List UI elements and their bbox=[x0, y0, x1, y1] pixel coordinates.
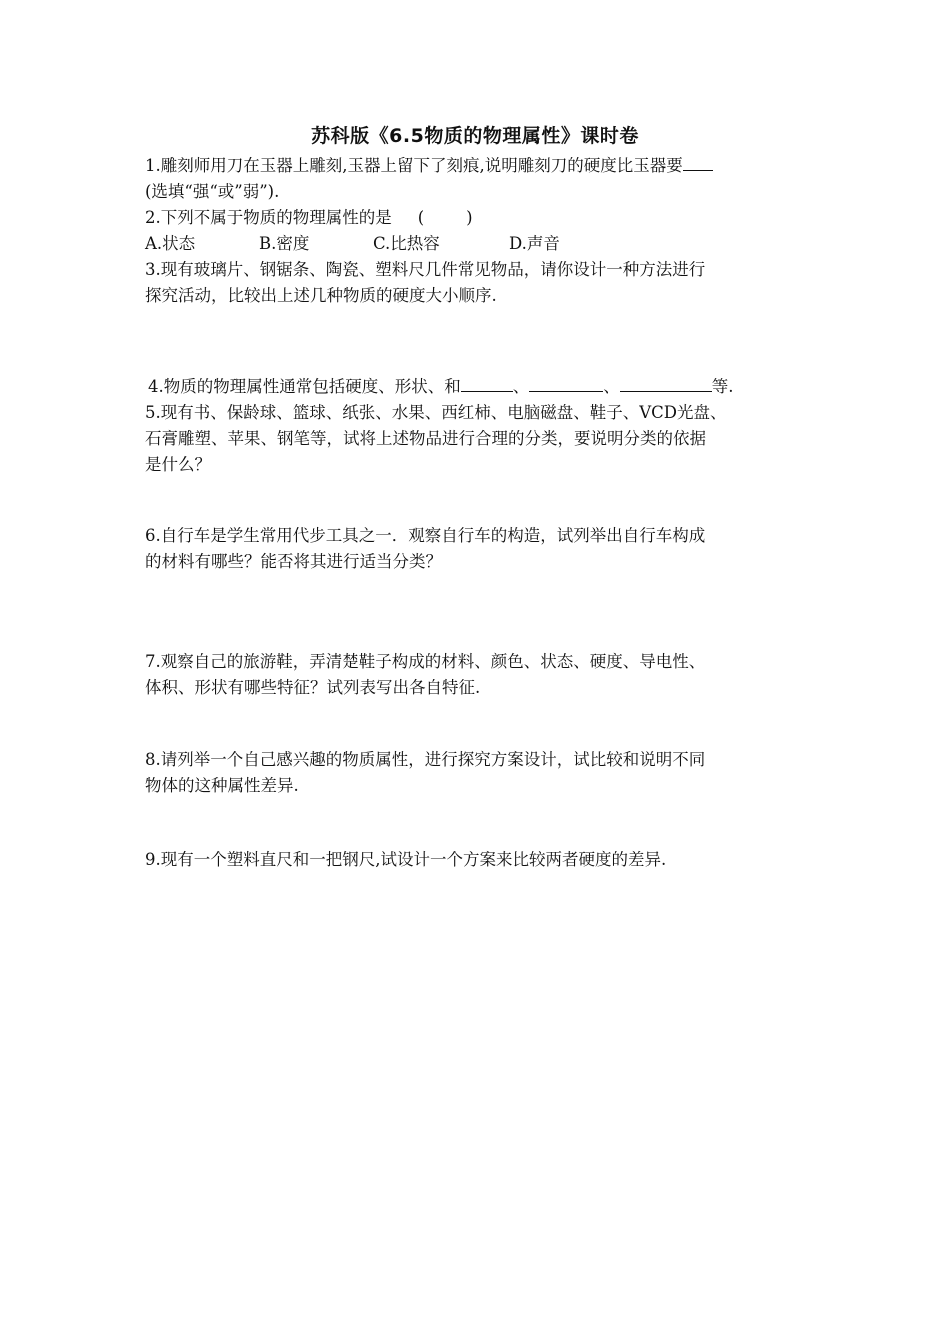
question-3-line-2: 探究活动，比较出上述几种物质的硬度大小顺序. bbox=[145, 286, 497, 305]
question-2 bbox=[145, 205, 473, 231]
question-4-prefix: 4.物质的物理属性通常包括硬度、形状、和 bbox=[148, 377, 461, 396]
option-a: A.状态 bbox=[145, 234, 196, 253]
question-3-line-1: 3.现有玻璃片、钢锯条、陶瓷、塑料尺几件常见物品，请你设计一种方法进行 bbox=[145, 260, 706, 279]
question-5-line-2: 石膏雕塑、苹果、钢笔等，试将上述物品进行合理的分类，要说明分类的依据 bbox=[145, 429, 706, 448]
separator: 、 bbox=[603, 377, 620, 396]
question-1-line-2: (选填“强“或”弱”). bbox=[145, 182, 280, 201]
answer-paren: ( ) bbox=[417, 208, 473, 227]
page-title: 苏科版《6.5物质的物理属性》课时卷 bbox=[311, 125, 639, 147]
answer-blank bbox=[529, 375, 603, 392]
question-6-line-1: 6.自行车是学生常用代步工具之一．观察自行车的构造，试列举出自行车构成 bbox=[145, 526, 706, 545]
option-c: C.比热容 bbox=[373, 234, 440, 253]
separator: 、 bbox=[512, 377, 530, 396]
question-7-line-1: 7.观察自己的旅游鞋，弄清楚鞋子构成的材料、颜色、状态、硬度、导电性、 bbox=[145, 652, 706, 671]
option-b: B.密度 bbox=[259, 234, 310, 253]
answer-blank bbox=[461, 375, 513, 392]
question-1-line-1: 1.雕刻师用刀在玉器上雕刻,玉器上留下了刻痕,说明雕刻刀的硬度比玉器要 bbox=[145, 156, 683, 175]
question-7-line-2: 体积、形状有哪些特征？试列表写出各自特征. bbox=[145, 678, 481, 697]
option-d: D.声音 bbox=[509, 234, 560, 253]
question-2-options bbox=[145, 231, 560, 257]
question-5-line-3: 是什么？ bbox=[145, 455, 211, 474]
question-5-line-1: 5.现有书、保龄球、篮球、纸张、水果、西红柿、电脑磁盘、鞋子、VCD光盘、 bbox=[145, 403, 727, 422]
question-4 bbox=[148, 374, 734, 400]
question-6-line-2: 的材料有哪些？能否将其进行适当分类？ bbox=[145, 552, 442, 571]
question-2-stem: 2.下列不属于物质的物理属性的是 bbox=[145, 208, 392, 227]
question-4-suffix: 等. bbox=[711, 377, 734, 396]
answer-blank bbox=[620, 375, 712, 392]
question-9-line-1: 9.现有一个塑料直尺和一把钢尺,试设计一个方案来比较两者硬度的差异. bbox=[145, 850, 667, 869]
answer-blank bbox=[683, 154, 713, 171]
question-8-line-2: 物体的这种属性差异. bbox=[145, 776, 299, 795]
question-1 bbox=[145, 153, 713, 179]
question-8-line-1: 8.请列举一个自己感兴趣的物质属性，进行探究方案设计，试比较和说明不同 bbox=[145, 750, 706, 769]
